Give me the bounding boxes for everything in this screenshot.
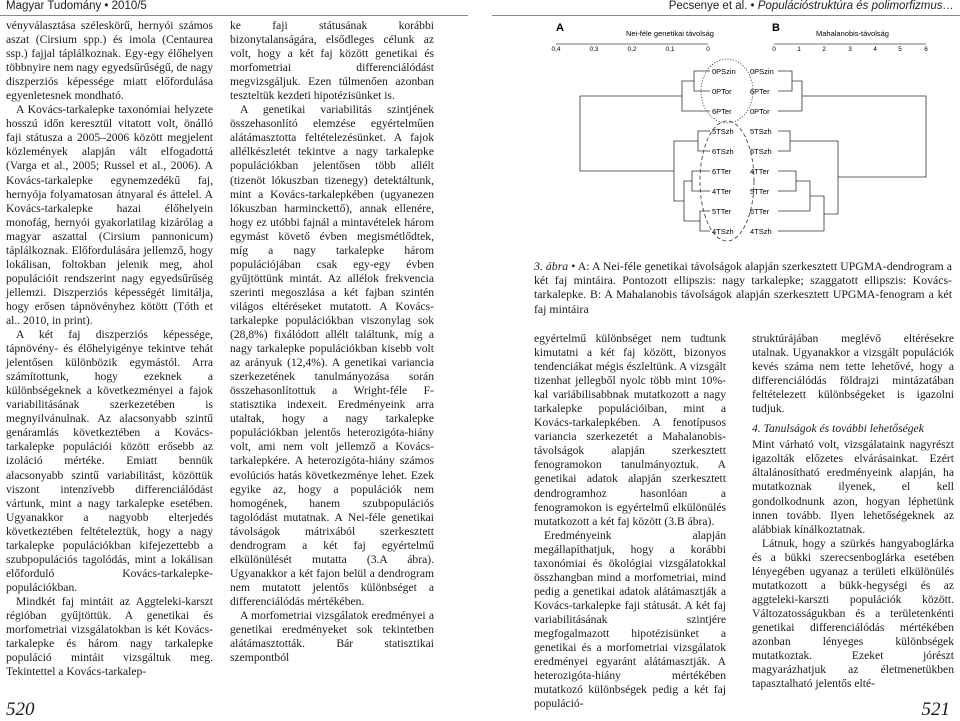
figure-caption (534, 259, 952, 316)
paragraph: ke faji státusának korábbi bizonytalanságára, elsődleges célunk az volt, hogy a két faj között genetikai és morfometriai differenciálódást megvizsgáljuk. Ezen túlmenően azonban teszteltük kezdeti hipotézisünket is. (230, 19, 434, 103)
header-article-title: Populációstruktúra és polimorfizmus… (757, 0, 954, 12)
panel-a-tick: 0,3 (589, 46, 599, 53)
panel-b-branch (778, 171, 796, 191)
figure-dendrograms (534, 19, 954, 253)
panel-b-leaf-label: 5TTer (750, 187, 770, 196)
dendrogram-svg (534, 19, 954, 253)
panel-b-leaf-label: 5TSzh (750, 127, 772, 136)
panel-a-tick: 0,2 (627, 46, 637, 53)
paragraph: A genetikai variabilitás szintjének összehasonlító elemzése egyértelműen alátámasztotta feltételezésünket. A fajok allélkészletét tekintve a nagy tarkalepke populációkban jelentősen több allélt (tizenöt lókuszban tizenegy) detektáltunk, mint a Kovács-tarkalepkében (ugyanezen lókuszban harminckettő), annak ellenére, hogy ez utóbbi fajnál a mintavételek három egymást követő évben megismétlődtek, míg a nagy tarkalepke három populációjában csak egy-egy évben gyűjtöttünk mintát. Az allélok frekvencia szerinti megoszlása a két fajban szintén világos eltéréseket mutatott. A Kovács-tarkalepke populációkban viszonylag sok (28,8%) fixálódott allélt találtunk, míg a nagy tarkalepke populációkban kisebb volt az arányuk (12,4%). A genetikai variancia szerkezetének tanulmányozása során összehasonlítottuk a Wright-féle F-statisztika indexeit. Eredményeink arra utaltak, hogy a nagy tarkalepke populációkban jelentős heterozigóta-hiány volt, ami nem volt jellemző a Kovács-tarkalepkére. A heterozigóta-hiány számos evolúciós hatás következménye lehet. Ezek egyike az, hogy a populációk nem homogének, hanem szubpopulációs tagolódást mutatnak. A Nei-féle genetikai távolságok mátrixából szerkesztett dendrogram a két faj egyértelmű elkülönülését mutatta (3.A ábra). Ugyanakkor a két fajon belül a dendrogram nem mutatott jelentős különbséget a differenciálódás mértékében. (230, 103, 434, 608)
panel-b-branch (778, 196, 824, 231)
panel-a-leaf-label: 4TSzh (712, 227, 734, 236)
page-number-right: 521 (921, 699, 950, 720)
panel-b-tick: 0 (772, 46, 776, 53)
panel-a-tick: 0,1 (665, 46, 675, 53)
panel-a-leaf-label: 0PTor (712, 87, 732, 96)
panel-b-leaf-label: 0PTor (750, 107, 770, 116)
panel-a-tick: 0,4 (551, 46, 561, 53)
panel-b-leaf-label: 4TTer (750, 167, 770, 176)
panel-b-branch (790, 141, 838, 214)
panel-b-leaf-label: 4TSzh (750, 227, 772, 236)
panel-a-ellipse-dashed (700, 121, 754, 241)
paragraph: egyértelmű különbséget nem tudtunk kimutatni a két faj között, bizonyos tendenciákat mégis észleltünk. A vizsgált tizenhat jellegből nyolc több mint 10%-kal variábilisabbnak mutatkozott a nagy tarkalepke populációiban, mint a Kovács-tarkalepkében. A fenotípusos variancia szerkezetét a Mahalanobis-távolságok alapján szerkesztett fenogramokon tanulmányoztuk. A genetikai adatok alapján szerkesztett dendrogramhoz hasonlóan a fenogramokon is egyértelmű elkülönülés mutatkozott a két faj között (3.B ábra). (534, 332, 726, 528)
text-column-4 (752, 332, 954, 691)
panel-b-tick: 2 (822, 46, 826, 53)
running-header-left: Magyar Tudomány • 2010/5 (6, 0, 147, 12)
paragraph: struktúrájában meglévő eltérésekre utalnak. Ugyanakkor a vizsgált populációk kevés száma nem tette lehetővé, hogy a differenciálódás földrajzi mintázatában feltételezett különbségeket is igazolni tudjuk. (752, 332, 954, 416)
panel-b-letter: B (772, 22, 780, 34)
panel-a-tick-labels (551, 46, 710, 53)
header-rule-left (0, 15, 468, 16)
paragraph: vényválasztása széleskörű, hernyói számos aszat (Cirsium spp.) és imola (Centaurea ssp.) fajjal táplálkoznak. Egy-egy élőhelyen többnyire nem nagy egyedsűrűségű, de nagy diszperziós képessége miatt előfordulása egyenletesnek mondható. (6, 19, 213, 103)
paragraph: A morfometriai vizsgálatok eredményei a genetikai eredményeket sok tekintetben alátámasztották. Bár statisztikai szempontból (230, 608, 434, 665)
panel-a-tree (580, 71, 710, 231)
panel-b-branch (778, 131, 790, 151)
panel-b-tick: 4 (873, 46, 877, 53)
paragraph: Mint várható volt, vizsgálataink nagyrészt igazolták előzetes elvárásainkat. Ezért általánosítható eredményeink alapján, ha mutatkoznak ilyenek, el kell gondolkodnunk azon, hogyan léphetünk innen tovább. Ilyen lehetőségeknek az alábbiak kínálkoztatnak. (752, 438, 954, 536)
panel-a-leaf-label: 6TTer (712, 167, 732, 176)
text-column-1 (6, 19, 213, 679)
running-header-right (669, 0, 954, 12)
panel-b-tick: 1 (797, 46, 801, 53)
panel-a-tick: 0 (706, 46, 710, 53)
panel-a-leaf-label: 5TSzh (712, 127, 734, 136)
panel-a-title: Nei-féle genetikai távolság (626, 29, 714, 38)
panel-b-branch (778, 81, 802, 111)
header-rule-right (492, 15, 960, 16)
panel-a-branch (698, 131, 710, 151)
panel-a-leaf-label: 6PTer (712, 107, 732, 116)
paragraph: A két faj diszperziós képessége, tápnövény- és élőhelyigénye tekintve tehát jelentősen különbözik egymástól. Arra számítottunk, hogy ezeknek a különbségeknek a következményei a fajok variabilitásának szerkezetében is megnyilvánulnak. Az alacsonyabb szintű genáramlás következtében a Kovács-tarkalepke populációi között erősebb az izoláció mértéke. Emiatt bennük alacsonyabb szintű variabilitást, közöttük viszont intenzívebb differenciálódást vártunk, mint a nagy tarkalepke esetében. Ugyanakkor a nagyobb elterjedés következtében feltételeztük, hogy a nagy tarkalepke populációkban kifejezettebb a szubpopulációs tagolódás, mint a lokálisan előforduló Kovács-tarkalepke-populációkban. (6, 328, 213, 594)
panel-b-tick: 3 (848, 46, 852, 53)
panel-a-leaf-label: 0PSzin (712, 67, 736, 76)
panel-b-title: Mahalanobis-távolság (816, 29, 889, 38)
panel-a-leaf-label: 5TTer (712, 207, 732, 216)
header-authors: Pecsenye et al. (668, 0, 748, 12)
header-separator: • (747, 0, 758, 12)
panel-b-tick: 5 (898, 46, 902, 53)
panel-b-leaf-label: 6TTer (750, 207, 770, 216)
panel-b-tree (778, 71, 926, 231)
paragraph: Eredményeink alapján megállapíthatjuk, hogy a korábbi taxonómiai és ökológiai vizsgálatokkal összhangban mind a morfometriai, mind pedig a genetikai adatok alátámasztják a Kovács-tarkalepke faji státusát. A két faj variabilitásának szintjére megfogalmazott hipotézisünket a genetikai és a morfometriai vizsgálatok eredményei egyaránt alátámasztják. A heterozigóta-hiány mértékében mutatkozó különbségek pedig a két faj populáció- (534, 528, 726, 711)
page-number-left: 520 (6, 699, 35, 720)
paragraph: Mindkét faj mintáit az Aggteleki-karszt régióban gyűjtöttük. A genetikai és morfometriai vizsgálatokban is két Kovács-tarkalepke és három nagy tarkalepke populáció mintáit vizsgáltuk meg. Tekintettel a Kovács-tarkalep- (6, 594, 213, 679)
section-heading: 4. Tanulságok és további lehetőségek (752, 422, 924, 436)
text-column-2 (230, 19, 434, 665)
panel-b-branch (778, 181, 810, 211)
caption-label: 3. ábra (534, 259, 569, 273)
caption-text: • A: A Nei-féle genetikai távolságok alapján szerkesztett UPGMA-dendrogram a két faj mintáira. Pontozott ellipszis: nagy tarkalepke; szaggatott ellipszis: Kovács-tarkalepke. B: A Mahalanobis távolságok alapján szerkesztett UPGMA-fenogram a két faj mintáira (534, 259, 952, 316)
panel-b-tick: 6 (924, 46, 928, 53)
panel-a-branch (682, 81, 710, 111)
panel-a-letter: A (556, 22, 564, 34)
text-column-3 (534, 332, 726, 711)
panel-b-branch (778, 71, 792, 91)
panel-a-leaf-label: 4TTer (712, 187, 732, 196)
panel-b-leaf-label: 6TSzh (750, 147, 772, 156)
panel-a-leaf-label: 6TSzh (712, 147, 734, 156)
panel-b-leaf-label: 6PTer (750, 87, 770, 96)
paragraph: A Kovács-tarkalepke taxonómiai helyzete hosszú időn keresztül vitatott volt, önálló faji státusza a 2005–2006 között megjelent közlemények alapján vált elfogadottá (Varga et al., 2005; Russel et al., 2006). A Kovács-tarkalepke egynemzedékű faj, hernyója folyamatosan átnyaral és áttelel. A Kovács-tarkalepke hazai élőhelyein monofág, hernyói gyakorlatilag kizárólag a magyar aszattal (Cirsium pannonicum) táplálkoznak. Előfordulására jellemző, hogy lokálisan, foltokban jelenik meg, ahol populációit rendszerint nagy egyedsűrűség jellemzi. Diszperziós képességét limitálja, hogy erősen tápnövényhez kötött (Tóth et al.. 2010, in print). (6, 103, 213, 327)
panel-b-leaf-label: 0PSzin (750, 67, 774, 76)
panel-a-root (580, 96, 674, 171)
panel-b-tick-labels (772, 46, 928, 53)
paragraph: Látnuk, hogy a szürkés hangyaboglárka és a bükki szerecsenboglárka esetében lényegében ugyanaz a területi elkülönülés mutatkozott a bükk-hegységi és az aggteleki-karszti populációk között. Változatosságukban és a területenkénti genetikai differenciálódás mértékében azonban lényeges különbségek mutatkoztak. Ezeket jórészt magyarázhatjuk az életmenetükben tapasztalható jelentős elté- (752, 536, 954, 691)
panel-b-root (834, 96, 926, 177)
